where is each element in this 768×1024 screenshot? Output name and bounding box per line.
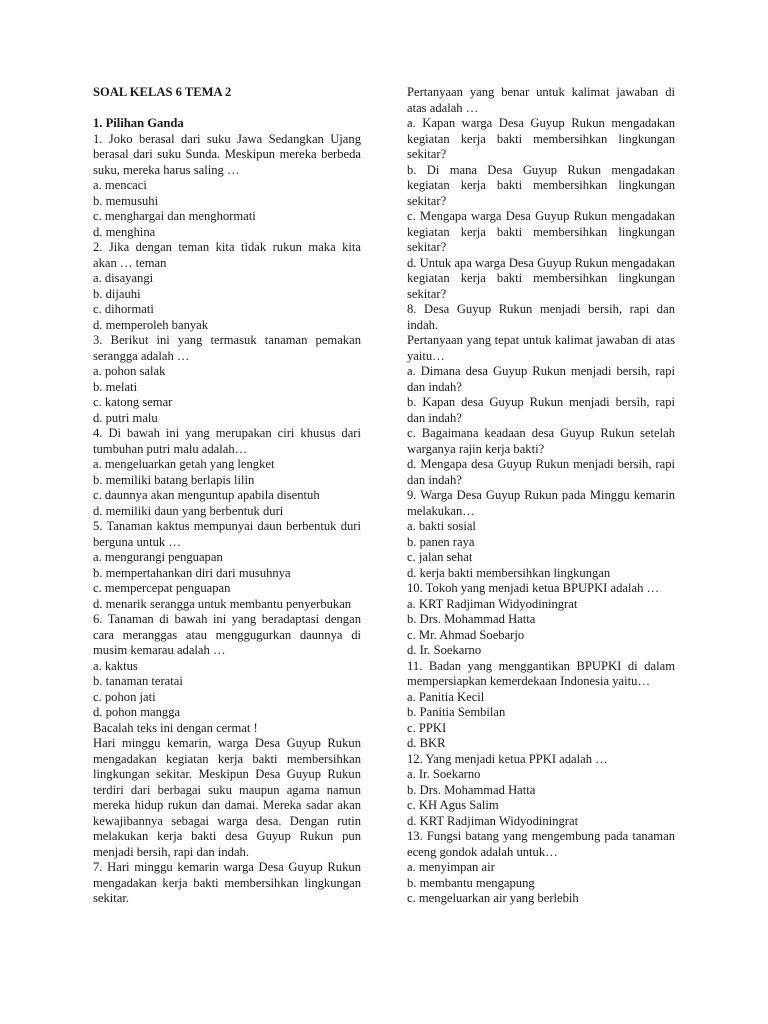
- option-9a: a. bakti sosial: [407, 519, 476, 533]
- question-4: 4. Di bawah ini yang merupakan ciri khusus dari tumbuhan putri malu adalah…: [93, 426, 361, 456]
- option-12b: b. Drs. Mohammad Hatta: [407, 782, 536, 797]
- option-4b: b. memiliki batang berlapis lilin: [93, 472, 255, 487]
- option-10c: c. Mr. Ahmad Soebarjo: [407, 627, 525, 642]
- option-2c: c. dihormati: [93, 302, 154, 316]
- question-6: 6. Tanaman di bawah ini yang beradaptasi dengan cara meranggas atau menggugurkan daunnya di musim kemarau adalah …: [93, 612, 361, 657]
- section-heading: 1. Pilihan Ganda: [93, 116, 184, 130]
- question-13: 13. Fungsi batang yang mengembung pada tanaman eceng gondok adalah untuk…: [407, 829, 675, 859]
- option-3a: a. pohon salak: [93, 364, 166, 378]
- option-5d: d. menarik serangga untuk membantu penyerbukan: [93, 596, 352, 611]
- option-11d: d. BKR: [407, 736, 446, 750]
- option-9b: b. panen raya: [407, 534, 475, 549]
- option-8d: d. Mengapa desa Guyup Rukun menjadi bersih, rapi dan indah?: [407, 457, 675, 487]
- question-3: 3. Berikut ini yang termasuk tanaman pemakan serangga adalah …: [93, 333, 361, 363]
- option-11c: c. PPKI: [407, 720, 447, 735]
- question-5: 5. Tanaman kaktus mempunyai daun berbentuk duri berguna untuk …: [93, 519, 361, 549]
- option-7b: b. Di mana Desa Guyup Rukun mengadakan kegiatan kerja bakti membersihkan lingkungan sekitar?: [407, 162, 675, 208]
- option-12a: a. Ir. Soekarno: [407, 767, 481, 781]
- option-6b: b. tanaman teratai: [93, 674, 183, 688]
- question-7-prompt: Pertanyaan yang benar untuk kalimat jawaban di atas adalah …: [407, 85, 675, 115]
- option-7c: c. Mengapa warga Desa Guyup Rukun mengadakan kegiatan kerja bakti membersihkan lingkungan sekitar?: [407, 209, 675, 254]
- option-13a: a. menyimpan air: [407, 860, 495, 874]
- option-2d: d. memperoleh banyak: [93, 317, 209, 332]
- option-5b: b. mempertahankan diri dari musuhnya: [93, 565, 291, 580]
- right-column: [407, 85, 675, 907]
- option-13b: b. membantu mengapung: [407, 875, 535, 890]
- page-title: SOAL KELAS 6 TEMA 2: [93, 85, 232, 99]
- spacer: [93, 101, 361, 117]
- option-6c: c. pohon jati: [93, 689, 156, 704]
- option-1c: c. menghargai dan menghormati: [93, 209, 256, 223]
- question-10: 10. Tokoh yang menjadi ketua BPUPKI adalah …: [407, 581, 660, 595]
- question-2: 2. Jika dengan teman kita tidak rukun maka kita akan … teman: [93, 240, 361, 270]
- option-12d: d. KRT Radjiman Widyodiningrat: [407, 813, 579, 828]
- question-8-prompt: Pertanyaan yang tepat untuk kalimat jawaban di atas yaitu…: [407, 333, 675, 363]
- option-6a: a. kaktus: [93, 658, 138, 673]
- option-10d: d. Ir. Soekarno: [407, 643, 482, 657]
- reading-instruction: Bacalah teks ini dengan cermat !: [93, 720, 258, 735]
- reading-passage: Hari minggu kemarin, warga Desa Guyup Rukun mengadakan kegiatan kerja bakti membersihkan lingkungan sekitar. Meskipun Desa Guyup Rukun terdiri dari berbagai suku maupun agama namun mereka hidup rukun dan damai. Mereka sadar akan kewajibannya sebagai warga desa. Dengan rutin melakukan kerja bakti desa Guyup Rukun pun menjadi bersih, rapi dan indah.: [93, 736, 361, 859]
- question-11: 11. Badan yang menggantikan BPUPKI di dalam mempersiapkan kemerdekaan Indonesia yaitu…: [407, 658, 675, 688]
- option-8c: c. Bagaimana keadaan desa Guyup Rukun setelah warganya rajin kerja bakti?: [407, 426, 675, 456]
- option-9c: c. jalan sehat: [407, 550, 473, 564]
- option-3d: d. putri malu: [93, 410, 158, 425]
- option-8b: b. Kapan desa Guyup Rukun menjadi bersih, rapi dan indah?: [407, 395, 675, 425]
- option-6d: d. pohon mangga: [93, 705, 181, 719]
- option-4a: a. mengeluarkan getah yang lengket: [93, 457, 275, 471]
- option-10a: a. KRT Radjiman Widyodiningrat: [407, 596, 578, 611]
- option-7d: d. Untuk apa warga Desa Guyup Rukun mengadakan kegiatan kerja bakti membersihkan lingkungan sekitar?: [407, 255, 675, 301]
- option-5c: c. mempercepat penguapan: [93, 581, 231, 595]
- option-13c: c. mengeluarkan air yang berlebih: [407, 891, 579, 905]
- question-7: 7. Hari minggu kemarin warga Desa Guyup Rukun mengadakan kerja bakti membersihkan lingkungan sekitar.: [93, 860, 361, 905]
- question-8: 8. Desa Guyup Rukun menjadi bersih, rapi dan indah.: [407, 302, 675, 332]
- option-9d: d. kerja bakti membersihkan lingkungan: [407, 565, 611, 580]
- option-10b: b. Drs. Mohammad Hatta: [407, 612, 536, 626]
- option-2a: a. disayangi: [93, 271, 154, 285]
- option-11b: b. Panitia Sembilan: [407, 705, 506, 719]
- option-7a: a. Kapan warga Desa Guyup Rukun mengadakan kegiatan kerja bakti membersihkan lingkungan sekitar?: [407, 116, 675, 161]
- option-1a: a. mencaci: [93, 178, 147, 192]
- question-1: 1. Joko berasal dari suku Jawa Sedangkan Ujang berasal dari suku Sunda. Meskipun mereka berbeda suku, mereka harus saling …: [93, 131, 361, 177]
- left-column: [93, 85, 361, 907]
- option-3b: b. melati: [93, 379, 138, 394]
- option-5a: a. mengurangi penguapan: [93, 550, 223, 564]
- option-1d: d. menghina: [93, 224, 156, 239]
- option-3c: c. katong semar: [93, 395, 173, 409]
- option-1b: b. memusuhi: [93, 193, 159, 208]
- option-11a: a. Panitia Kecil: [407, 689, 485, 704]
- option-2b: b. dijauhi: [93, 286, 141, 301]
- question-9: 9. Warga Desa Guyup Rukun pada Minggu kemarin melakukan…: [407, 488, 675, 518]
- question-12: 12. Yang menjadi ketua PPKI adalah …: [407, 751, 608, 766]
- option-12c: c. KH Agus Salim: [407, 798, 499, 812]
- option-4c: c. daunnya akan menguntup apabila disentuh: [93, 488, 320, 502]
- option-4d: d. memiliki daun yang berbentuk duri: [93, 503, 284, 518]
- option-8a: a. Dimana desa Guyup Rukun menjadi bersih, rapi dan indah?: [407, 364, 675, 394]
